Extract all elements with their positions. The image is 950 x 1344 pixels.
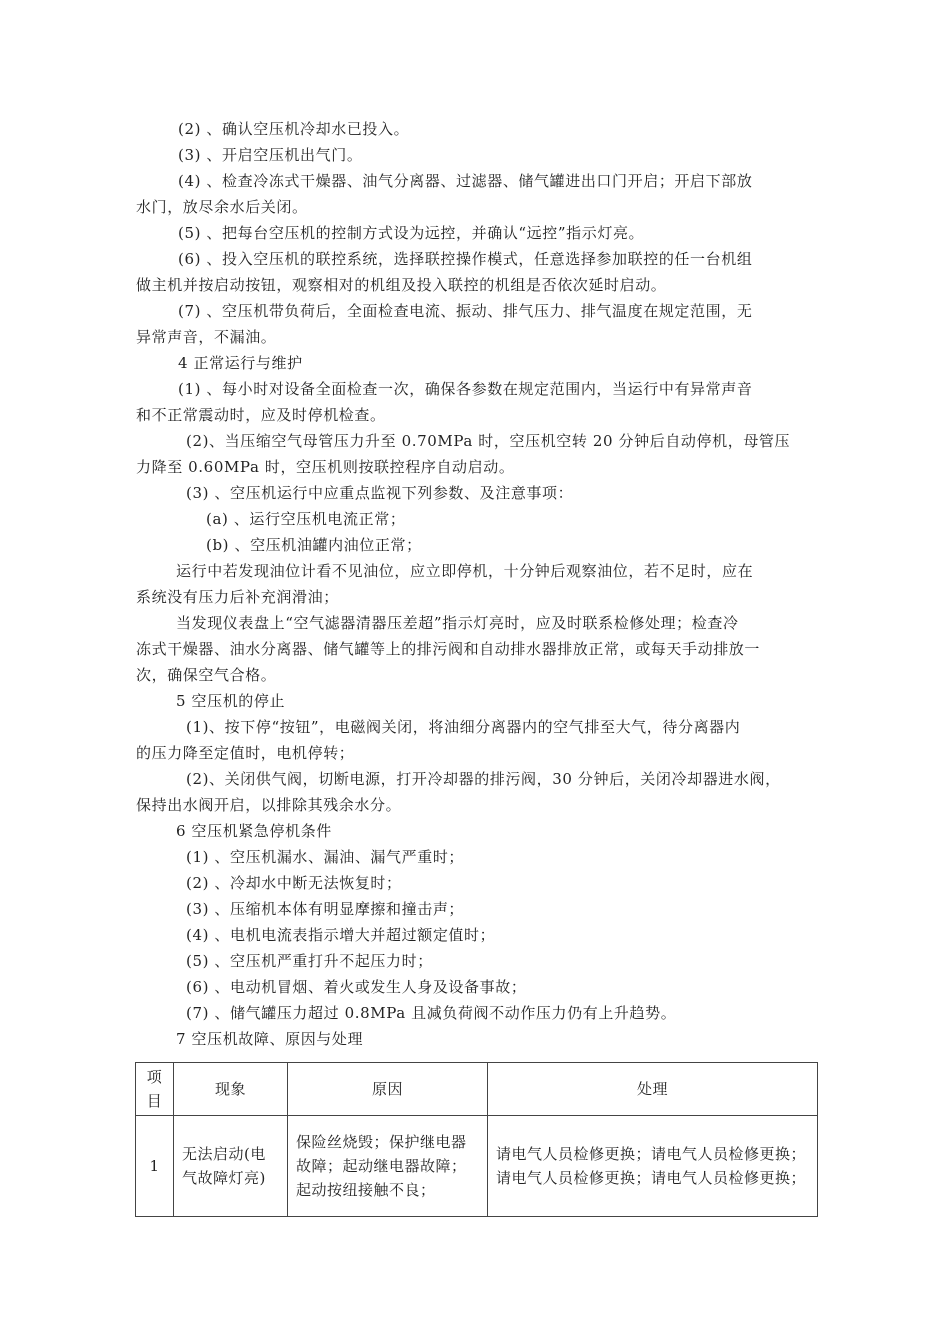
list-item: (3) 、开启空压机出气门。 xyxy=(178,146,363,164)
list-item: (1)、按下停“按钮”，电磁阀关闭，将油细分离器内的空气排至大气，待分离器内 xyxy=(186,718,741,736)
list-item: 做主机并按启动按钮，观察相对的机组及投入联控的机组是否依次延时启动。 xyxy=(136,276,667,294)
list-item: 的压力降至定值时，电机停转； xyxy=(136,744,355,762)
paragraph: 运行中若发现油位计看不见油位，应立即停机，十分钟后观察油位，若不足时，应在 xyxy=(176,562,754,580)
list-item: 力降至 0.60MPa 时，空压机则按联控程序自动启动。 xyxy=(136,458,515,476)
list-item: (4) 、检查冷冻式干燥器、油气分离器、过滤器、储气罐进出口门开启；开启下部放 xyxy=(178,172,753,190)
list-item: 水门，放尽余水后关闭。 xyxy=(136,198,308,216)
list-item: (1) 、每小时对设备全面检查一次，确保各参数在规定范围内，当运行中有异常声音 xyxy=(178,380,753,398)
list-item: 异常声音，不漏油。 xyxy=(136,328,277,346)
paragraph: 当发现仪表盘上“空气滤器清器压差超”指示灯亮时，应及时联系检修处理；检查冷 xyxy=(176,614,739,632)
section-heading: 5 空压机的停止 xyxy=(176,692,286,710)
list-item: 和不正常震动时，应及时停机检查。 xyxy=(136,406,386,424)
section-heading: 6 空压机紧急停机条件 xyxy=(176,822,332,840)
section-heading: 7 空压机故障、原因与处理 xyxy=(176,1030,364,1048)
cell-cause: 保险丝烧毁；保护继电器故障；起动继电器故障；起动按纽接触不良； xyxy=(288,1116,488,1217)
header-cause: 原因 xyxy=(288,1063,488,1116)
paragraph: 系统没有压力后补充润滑油； xyxy=(136,588,339,606)
list-item: (4) 、电机电流表指示增大并超过额定值时； xyxy=(186,926,496,944)
list-item: (6) 、投入空压机的联控系统，选择联控操作模式，任意选择参加联控的任一台机组 xyxy=(178,250,753,268)
list-item: (5) 、把每台空压机的控制方式设为远控，并确认“远控”指示灯亮。 xyxy=(178,224,645,242)
list-item: (2) 、冷却水中断无法恢复时； xyxy=(186,874,402,892)
paragraph: 冻式干燥器、油水分离器、储气罐等上的排污阀和自动排水器排放正常，或每天手动排放一 xyxy=(136,640,761,658)
table-row xyxy=(136,1116,818,1217)
list-item: (3) 、空压机运行中应重点监视下列参数、及注意事项： xyxy=(186,484,574,502)
list-item: (7) 、空压机带负荷后，全面检查电流、振动、排气压力、排气温度在规定范围，无 xyxy=(178,302,753,320)
header-item: 项目 xyxy=(136,1063,174,1116)
list-item: (2)、当压缩空气母管压力升至 0.70MPa 时，空压机空转 20 分钟后自动停机，母管压 xyxy=(186,432,791,450)
header-treatment: 处理 xyxy=(488,1063,818,1116)
list-item: (2) 、确认空压机冷却水已投入。 xyxy=(178,120,410,138)
list-item: (1) 、空压机漏水、漏油、漏气严重时； xyxy=(186,848,465,866)
list-item: (2)、关闭供气阀，切断电源，打开冷却器的排污阀，30 分钟后，关闭冷却器进水阀， xyxy=(186,770,781,788)
table-header-row xyxy=(136,1063,818,1116)
list-item: (b) 、空压机油罐内油位正常； xyxy=(206,536,422,554)
list-item: (6) 、电动机冒烟、着火或发生人身及设备事故； xyxy=(186,978,527,996)
paragraph: 次，确保空气合格。 xyxy=(136,666,277,684)
list-item: (3) 、压缩机本体有明显摩擦和撞击声； xyxy=(186,900,465,918)
section-heading: 4 正常运行与维护 xyxy=(178,354,303,372)
cell-phenomenon: 无法启动(电气故障灯亮) xyxy=(174,1116,288,1217)
list-item: (a) 、运行空压机电流正常； xyxy=(206,510,406,528)
list-item: (7) 、储气罐压力超过 0.8MPa 且减负荷阀不动作压力仍有上升趋势。 xyxy=(186,1004,677,1022)
list-item: (5) 、空压机严重打升不起压力时； xyxy=(186,952,433,970)
cell-treatment: 请电气人员检修更换；请电气人员检修更换；请电气人员检修更换；请电气人员检修更换； xyxy=(488,1116,818,1217)
list-item: 保持出水阀开启，以排除其残余水分。 xyxy=(136,796,402,814)
fault-table xyxy=(135,1062,818,1217)
header-phenomenon: 现象 xyxy=(174,1063,288,1116)
cell-no: 1 xyxy=(136,1116,174,1217)
